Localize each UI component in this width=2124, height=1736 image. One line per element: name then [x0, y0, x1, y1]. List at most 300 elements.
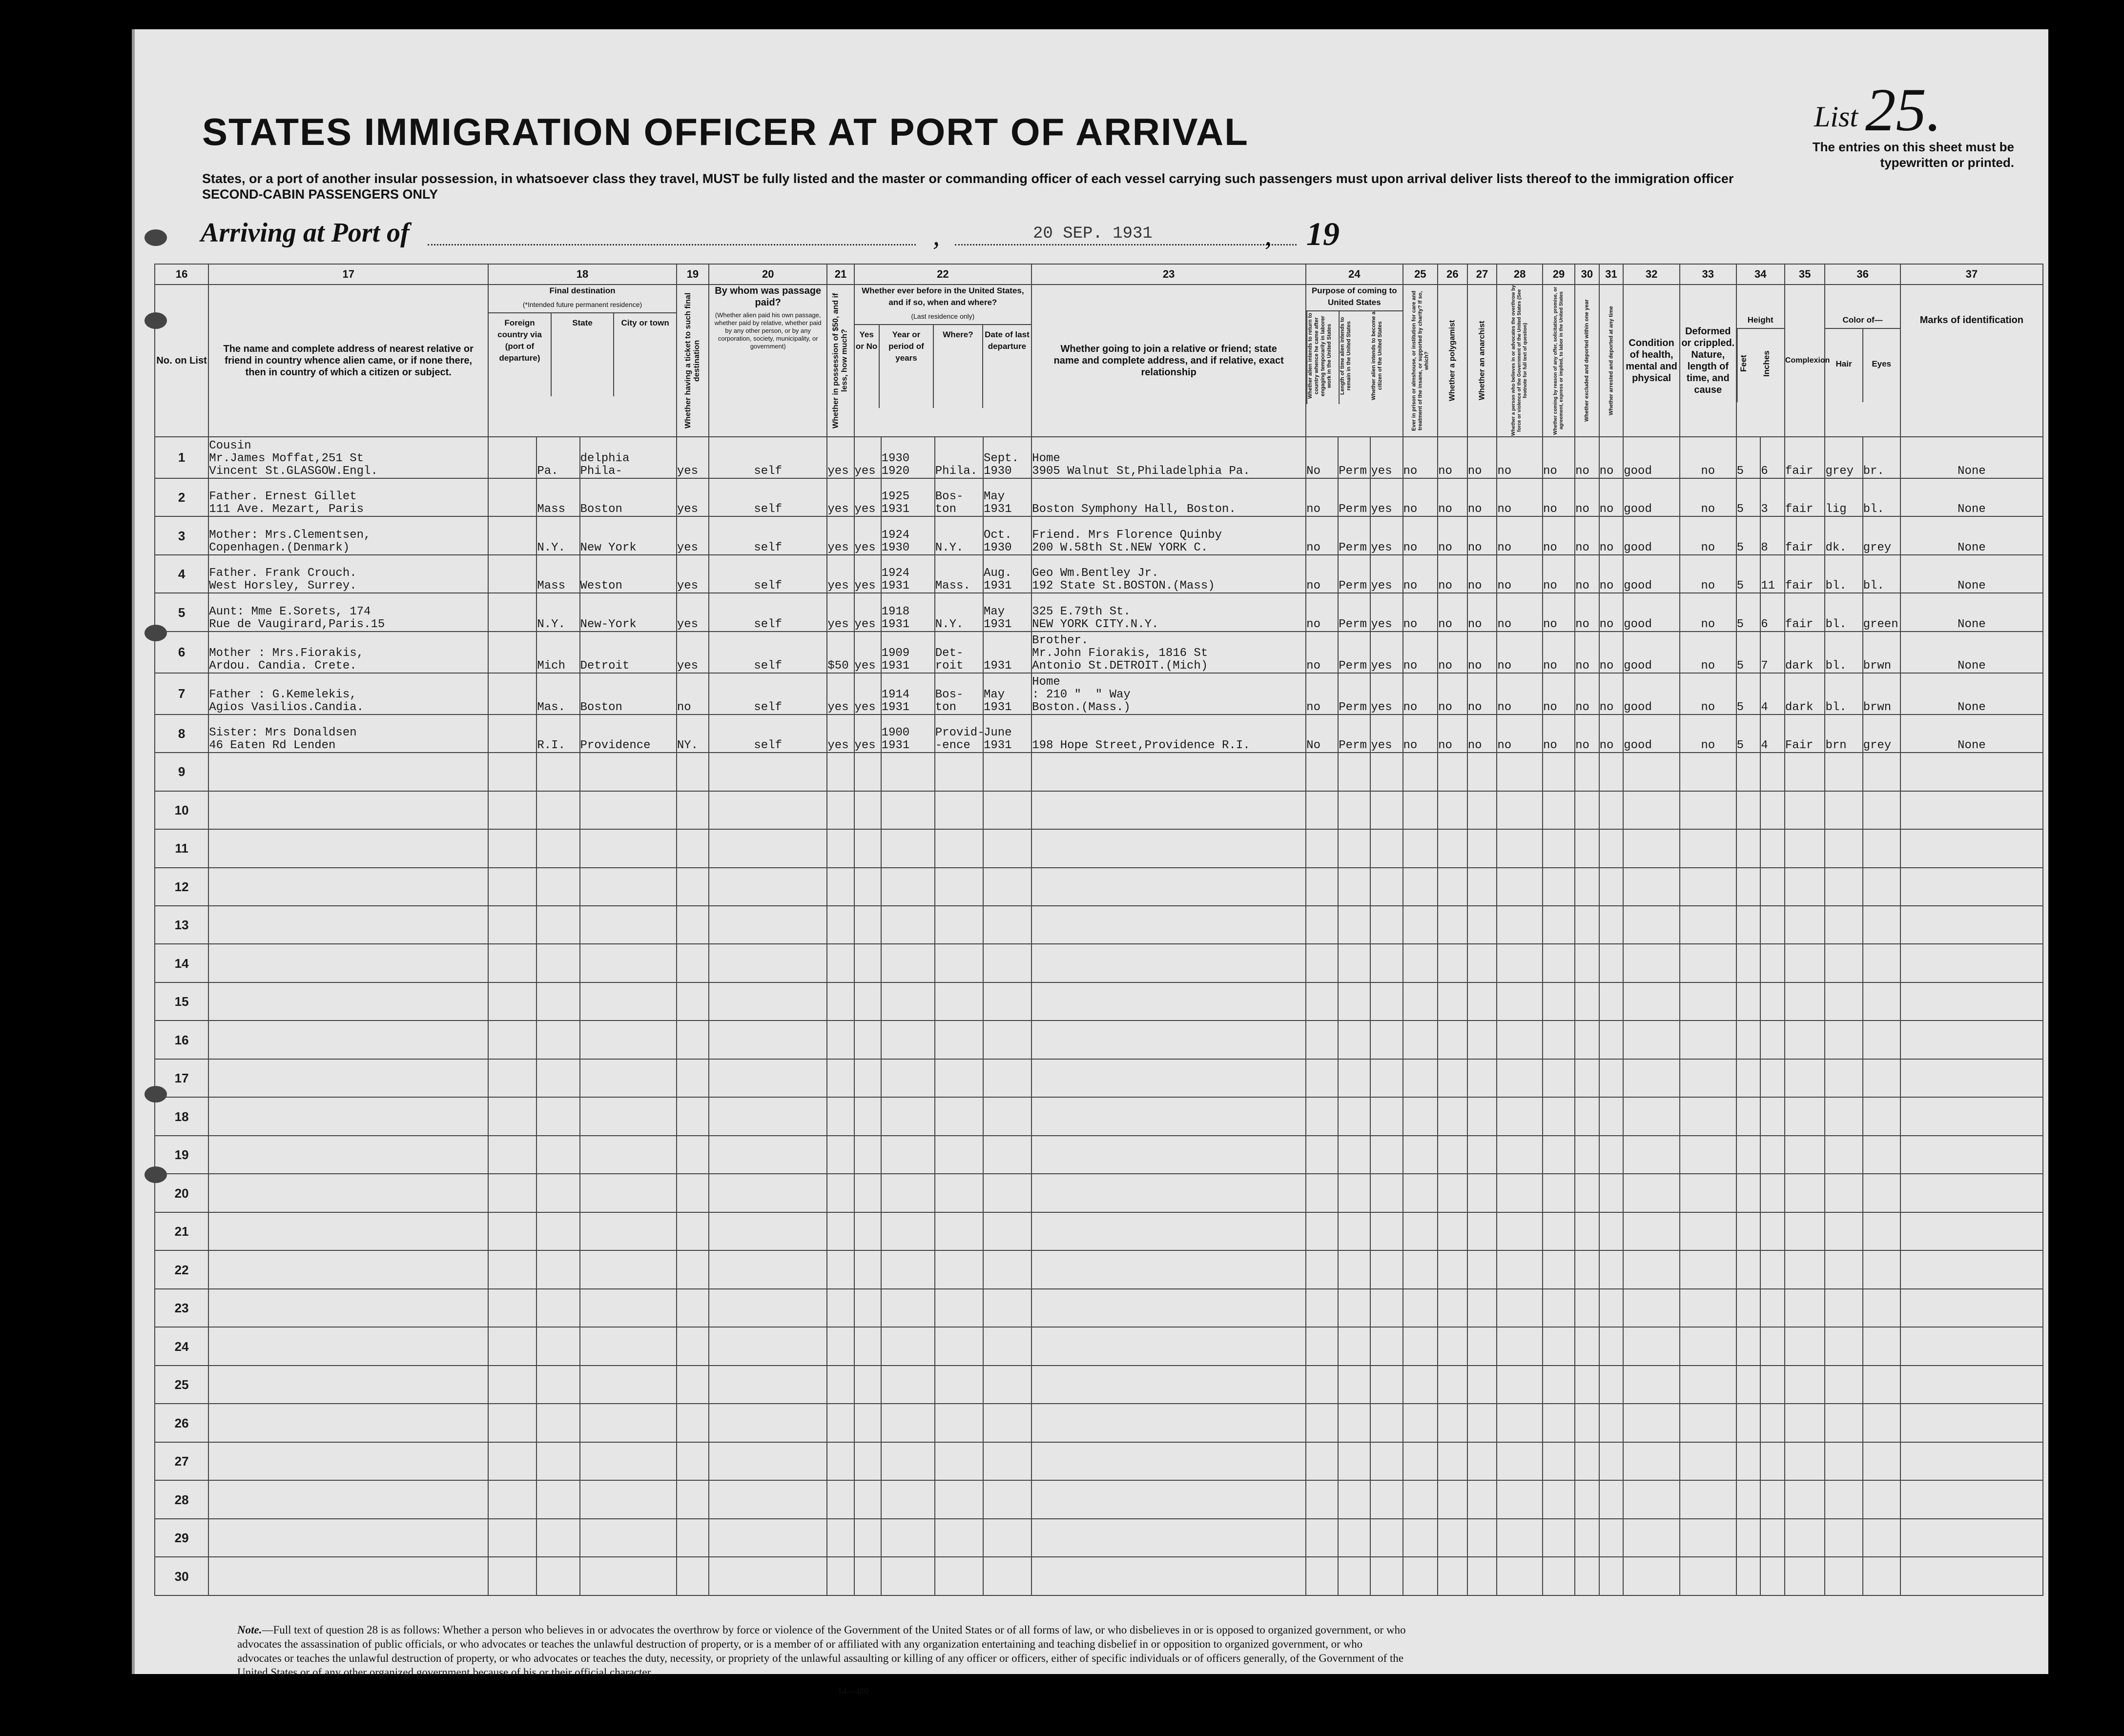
- cell-passage-paid: self: [709, 555, 827, 593]
- empty-cell: [1900, 791, 2043, 829]
- table-row-empty: [155, 1442, 2043, 1480]
- empty-cell: [1306, 1480, 1338, 1518]
- empty-cell: [1785, 1059, 1825, 1097]
- empty-cell: [1623, 753, 1680, 791]
- empty-cell: [1467, 1250, 1497, 1288]
- empty-cell: [1543, 1480, 1575, 1518]
- row-number: 21: [155, 1212, 208, 1250]
- cell-prison: no: [1403, 437, 1438, 478]
- empty-cell: [1306, 1366, 1338, 1404]
- empty-cell: [854, 1480, 881, 1518]
- empty-cell: [1863, 1136, 1900, 1174]
- empty-cell: [827, 1174, 854, 1212]
- cell-hair: bl.: [1825, 632, 1862, 673]
- empty-cell: [536, 791, 579, 829]
- empty-cell: [1785, 1250, 1825, 1288]
- empty-cell: [983, 1097, 1031, 1135]
- cell-money: yes: [827, 673, 854, 715]
- empty-cell: [1599, 982, 1624, 1021]
- table-row-empty: [155, 1327, 2043, 1365]
- empty-cell: [881, 1519, 935, 1557]
- empty-cell: [1863, 1519, 1900, 1557]
- header-prison: Ever in prison or almshouse, or institution for care and treatment of the insane, or supported by charity? If so, which?: [1403, 285, 1438, 437]
- empty-cell: [1403, 1480, 1438, 1518]
- empty-cell: [1760, 829, 1785, 867]
- empty-cell: [1467, 1136, 1497, 1174]
- empty-cell: [1599, 1442, 1624, 1480]
- empty-cell: [580, 1174, 677, 1212]
- cell-hair: bl.: [1825, 555, 1862, 593]
- empty-cell: [1623, 982, 1680, 1021]
- header-question-28: Whether a person who believes in or advocates the overthrow by force or violence of the Government of the United States (See footnote for full text of question): [1497, 285, 1543, 437]
- empty-cell: [208, 829, 488, 867]
- table-row: [155, 516, 2043, 554]
- empty-cell: [1306, 868, 1338, 906]
- empty-cell: [208, 1442, 488, 1480]
- cell-prison: no: [1403, 555, 1438, 593]
- cell-money: yes: [827, 593, 854, 631]
- cell-q29: no: [1543, 516, 1575, 554]
- empty-cell: [854, 1289, 881, 1327]
- cell-eyes: bl.: [1863, 555, 1900, 593]
- cell-intend-return: no: [1306, 555, 1338, 593]
- empty-cell: [1306, 1442, 1338, 1480]
- empty-cell: [1825, 1404, 1862, 1442]
- empty-cell: [1438, 791, 1467, 829]
- empty-cell: [1680, 1442, 1736, 1480]
- cell-money: yes: [827, 516, 854, 554]
- empty-cell: [1306, 1136, 1338, 1174]
- final-destination-title: Final destination: [549, 286, 616, 295]
- cell-prison: no: [1403, 478, 1438, 516]
- empty-cell: [488, 1097, 536, 1135]
- empty-cell: [1825, 753, 1862, 791]
- empty-cell: [935, 1097, 983, 1135]
- empty-cell: [854, 1174, 881, 1212]
- empty-cell: [1370, 1212, 1402, 1250]
- empty-cell: [1900, 1250, 2043, 1288]
- empty-cell: [1575, 1404, 1599, 1442]
- cell-q30: no: [1575, 673, 1599, 715]
- cell-citizen: yes: [1370, 715, 1402, 753]
- empty-cell: [1543, 1404, 1575, 1442]
- empty-cell: [1736, 1557, 1761, 1595]
- empty-cell: [1338, 1366, 1370, 1404]
- empty-cell: [1338, 1404, 1370, 1442]
- empty-cell: [1338, 1021, 1370, 1059]
- empty-cell: [881, 906, 935, 944]
- empty-cell: [1575, 1366, 1599, 1404]
- comma-1: ,: [933, 221, 940, 251]
- cell-foreign-country: [488, 715, 536, 753]
- empty-cell: [1623, 944, 1680, 982]
- empty-cell: [1438, 1021, 1467, 1059]
- empty-cell: [488, 1327, 536, 1365]
- empty-cell: [881, 791, 935, 829]
- empty-cell: [1863, 1289, 1900, 1327]
- empty-cell: [709, 1289, 827, 1327]
- purpose-title: Purpose of coming to United States: [1311, 286, 1397, 307]
- empty-cell: [677, 1327, 709, 1365]
- empty-cell: [1403, 1327, 1438, 1365]
- empty-cell: [827, 1250, 854, 1288]
- empty-cell: [1543, 791, 1575, 829]
- table-row-empty: [155, 1366, 2043, 1404]
- empty-cell: [1306, 944, 1338, 982]
- row-number: 13: [155, 906, 208, 944]
- column-number: 29: [1543, 264, 1575, 285]
- empty-cell: [677, 1174, 709, 1212]
- empty-cell: [1785, 1519, 1825, 1557]
- header-marks: Marks of identification: [1900, 285, 2043, 437]
- empty-cell: [208, 1097, 488, 1135]
- cell-departure: Oct. 1930: [983, 516, 1031, 554]
- empty-cell: [983, 1366, 1031, 1404]
- cell-relative: Aunt: Mme E.Sorets, 174 Rue de Vaugirard,Paris.15: [208, 593, 488, 631]
- cell-q31: no: [1599, 673, 1624, 715]
- empty-cell: [536, 868, 579, 906]
- empty-cell: [1031, 1021, 1306, 1059]
- header-subtitle: [202, 171, 1813, 202]
- empty-cell: [488, 1404, 536, 1442]
- purpose-subgrid: [1306, 310, 1402, 404]
- column-number: 30: [1575, 264, 1599, 285]
- cell-q29: no: [1543, 478, 1575, 516]
- empty-cell: [1338, 829, 1370, 867]
- empty-cell: [1438, 1136, 1467, 1174]
- empty-cell: [1306, 1557, 1338, 1595]
- empty-cell: [580, 1289, 677, 1327]
- cell-hair: bl.: [1825, 673, 1862, 715]
- empty-cell: [677, 1136, 709, 1174]
- empty-cell: [580, 1059, 677, 1097]
- empty-cell: [580, 1519, 677, 1557]
- empty-cell: [1900, 753, 2043, 791]
- cell-relative: Father. Ernest Gillet 111 Ave. Mezart, Paris: [208, 478, 488, 516]
- cell-marks: None: [1900, 478, 2043, 516]
- empty-cell: [208, 1404, 488, 1442]
- empty-cell: [1863, 1557, 1900, 1595]
- empty-cell: [1575, 1059, 1599, 1097]
- empty-cell: [1825, 982, 1862, 1021]
- empty-cell: [709, 1557, 827, 1595]
- empty-cell: [1403, 944, 1438, 982]
- empty-cell: [935, 753, 983, 791]
- cell-eyes: bl.: [1863, 478, 1900, 516]
- header-final-destination: [488, 285, 677, 437]
- empty-cell: [983, 1327, 1031, 1365]
- empty-cell: [1575, 982, 1599, 1021]
- empty-cell: [536, 982, 579, 1021]
- empty-cell: [1736, 1059, 1761, 1097]
- empty-cell: [1599, 1174, 1624, 1212]
- empty-cell: [1599, 1212, 1624, 1250]
- empty-cell: [1338, 1519, 1370, 1557]
- empty-cell: [1467, 1021, 1497, 1059]
- empty-cell: [1825, 1097, 1862, 1135]
- empty-cell: [983, 829, 1031, 867]
- header-eyes: Eyes: [1872, 359, 1892, 368]
- cell-polygamist: no: [1438, 555, 1467, 593]
- empty-cell: [1403, 1059, 1438, 1097]
- empty-cell: [208, 1327, 488, 1365]
- header-purpose-a: Whether alien intends to return to country whence he came after engaging temporarily in laborer work in the United States: [1306, 311, 1339, 404]
- empty-cell: [1680, 1519, 1736, 1557]
- empty-cell: [854, 1327, 881, 1365]
- empty-cell: [709, 1519, 827, 1557]
- cell-ever-before: yes: [854, 593, 881, 631]
- cell-ticket: yes: [677, 632, 709, 673]
- cell-where: N.Y.: [935, 593, 983, 631]
- empty-cell: [1438, 1250, 1467, 1288]
- empty-cell: [580, 791, 677, 829]
- empty-cell: [1863, 944, 1900, 982]
- empty-cell: [1863, 829, 1900, 867]
- empty-cell: [1760, 1557, 1785, 1595]
- empty-cell: [1623, 1289, 1680, 1327]
- empty-cell: [1438, 982, 1467, 1021]
- empty-cell: [983, 1480, 1031, 1518]
- table-row-empty: [155, 791, 2043, 829]
- empty-cell: [1543, 1289, 1575, 1327]
- empty-cell: [1543, 1212, 1575, 1250]
- empty-cell: [881, 1174, 935, 1212]
- empty-cell: [1543, 753, 1575, 791]
- cell-where: N.Y.: [935, 516, 983, 554]
- empty-cell: [1623, 1097, 1680, 1135]
- empty-cell: [1785, 944, 1825, 982]
- header-height: [1736, 285, 1785, 437]
- empty-cell: [488, 1289, 536, 1327]
- empty-cell: [1760, 753, 1785, 791]
- empty-cell: [827, 1212, 854, 1250]
- table-row-empty: [155, 1021, 2043, 1059]
- cell-complexion: dark: [1785, 632, 1825, 673]
- empty-cell: [1680, 829, 1736, 867]
- cell-feet: 5: [1736, 437, 1761, 478]
- empty-cell: [1825, 829, 1862, 867]
- empty-cell: [1575, 1174, 1599, 1212]
- cell-inches: 7: [1760, 632, 1785, 673]
- empty-cell: [580, 1442, 677, 1480]
- row-number: 4: [155, 555, 208, 593]
- empty-cell: [1680, 1174, 1736, 1212]
- empty-cell: [1760, 1480, 1785, 1518]
- empty-cell: [1338, 944, 1370, 982]
- empty-cell: [854, 1136, 881, 1174]
- empty-cell: [1031, 1327, 1306, 1365]
- header-polygamist: Whether a polygamist: [1438, 285, 1467, 437]
- cell-departure: Sept. 1930: [983, 437, 1031, 478]
- empty-cell: [1467, 1480, 1497, 1518]
- cell-anarchist: no: [1467, 516, 1497, 554]
- empty-cell: [827, 791, 854, 829]
- empty-cell: [935, 868, 983, 906]
- empty-cell: [536, 1250, 579, 1288]
- empty-cell: [580, 906, 677, 944]
- empty-cell: [488, 1059, 536, 1097]
- cell-polygamist: no: [1438, 478, 1467, 516]
- empty-cell: [1497, 1519, 1543, 1557]
- empty-cell: [1623, 791, 1680, 829]
- cell-ticket: yes: [677, 555, 709, 593]
- empty-cell: [935, 1480, 983, 1518]
- cell-q28: no: [1497, 632, 1543, 673]
- empty-cell: [1599, 906, 1624, 944]
- empty-cell: [881, 1136, 935, 1174]
- table-row-empty: [155, 1097, 2043, 1135]
- header-nearest-relative: The name and complete address of nearest relative or friend in country whence alien came, or if none there, then in country of which a citizen or subject.: [208, 285, 488, 437]
- empty-cell: [1306, 1519, 1338, 1557]
- empty-cell: [536, 1442, 579, 1480]
- empty-cell: [1736, 1404, 1761, 1442]
- cell-foreign-country: [488, 516, 536, 554]
- cell-city: Providence: [580, 715, 677, 753]
- empty-cell: [1599, 1289, 1624, 1327]
- date-stamp: 20 SEP. 1931: [1033, 225, 1153, 243]
- cell-departure: May 1931: [983, 673, 1031, 715]
- empty-cell: [935, 1174, 983, 1212]
- empty-cell: [1825, 868, 1862, 906]
- empty-cell: [208, 1480, 488, 1518]
- empty-cell: [1736, 829, 1761, 867]
- empty-cell: [983, 906, 1031, 944]
- empty-cell: [854, 1059, 881, 1097]
- empty-cell: [1543, 1327, 1575, 1365]
- cell-length-of-stay: Perm: [1338, 478, 1370, 516]
- empty-cell: [1900, 1021, 2043, 1059]
- empty-cell: [983, 868, 1031, 906]
- empty-cell: [1403, 829, 1438, 867]
- empty-cell: [1623, 1021, 1680, 1059]
- empty-cell: [1031, 1250, 1306, 1288]
- empty-cell: [854, 829, 881, 867]
- table-row: [155, 632, 2043, 673]
- cell-deformed: no: [1680, 437, 1736, 478]
- empty-cell: [1438, 1519, 1467, 1557]
- cell-prison: no: [1403, 632, 1438, 673]
- cell-marks: None: [1900, 593, 2043, 631]
- empty-cell: [1403, 1097, 1438, 1135]
- cell-state: R.I.: [536, 715, 579, 753]
- empty-cell: [208, 791, 488, 829]
- empty-cell: [488, 982, 536, 1021]
- row-number: 17: [155, 1059, 208, 1097]
- empty-cell: [1736, 1327, 1761, 1365]
- empty-cell: [1900, 1404, 2043, 1442]
- empty-cell: [677, 982, 709, 1021]
- height-subgrid: [1737, 328, 1784, 402]
- empty-cell: [580, 1404, 677, 1442]
- cell-relative: Sister: Mrs Donaldsen 46 Eaten Rd Lenden: [208, 715, 488, 753]
- cell-deformed: no: [1680, 673, 1736, 715]
- empty-cell: [1543, 982, 1575, 1021]
- empty-cell: [983, 1519, 1031, 1557]
- empty-cell: [709, 906, 827, 944]
- empty-cell: [1900, 1442, 2043, 1480]
- empty-cell: [536, 1212, 579, 1250]
- empty-cell: [1497, 906, 1543, 944]
- empty-cell: [1370, 1366, 1402, 1404]
- empty-cell: [827, 868, 854, 906]
- empty-cell: [1623, 868, 1680, 906]
- cell-q28: no: [1497, 516, 1543, 554]
- column-number: 20: [709, 264, 827, 285]
- empty-cell: [1306, 1289, 1338, 1327]
- row-number: 1: [155, 437, 208, 478]
- empty-cell: [881, 1442, 935, 1480]
- empty-cell: [1760, 1059, 1785, 1097]
- empty-cell: [1438, 1059, 1467, 1097]
- cell-q29: no: [1543, 555, 1575, 593]
- empty-cell: [1785, 753, 1825, 791]
- cell-prison: no: [1403, 516, 1438, 554]
- cell-anarchist: no: [1467, 673, 1497, 715]
- column-number: 25: [1403, 264, 1438, 285]
- cell-complexion: fair: [1785, 593, 1825, 631]
- row-number: 19: [155, 1136, 208, 1174]
- empty-cell: [1543, 829, 1575, 867]
- cell-passage-paid: self: [709, 516, 827, 554]
- cell-polygamist: no: [1438, 673, 1467, 715]
- empty-cell: [208, 944, 488, 982]
- empty-cell: [1825, 1021, 1862, 1059]
- empty-cell: [1306, 791, 1338, 829]
- header-date-departure: Date of last departure: [985, 330, 1030, 351]
- cell-foreign-country: [488, 593, 536, 631]
- empty-cell: [1825, 1136, 1862, 1174]
- empty-cell: [983, 1557, 1031, 1595]
- empty-cell: [1863, 1327, 1900, 1365]
- cell-marks: None: [1900, 632, 2043, 673]
- empty-cell: [1736, 868, 1761, 906]
- header-passage-paid: [709, 285, 827, 437]
- empty-cell: [677, 753, 709, 791]
- cell-feet: 5: [1736, 673, 1761, 715]
- cell-feet: 5: [1736, 715, 1761, 753]
- empty-cell: [1403, 753, 1438, 791]
- empty-cell: [1497, 1366, 1543, 1404]
- empty-cell: [881, 1557, 935, 1595]
- empty-cell: [1497, 944, 1543, 982]
- header-state: State: [552, 313, 615, 396]
- cell-length-of-stay: Perm: [1338, 555, 1370, 593]
- empty-cell: [1575, 1289, 1599, 1327]
- table-row-empty: [155, 906, 2043, 944]
- empty-cell: [1370, 1136, 1402, 1174]
- cell-years: 1930 1920: [881, 437, 935, 478]
- footnote-label: Note.: [237, 1624, 262, 1636]
- cell-ever-before: yes: [854, 673, 881, 715]
- header-joining: Whether going to join a relative or friend; state name and complete address, and if relative, exact relationship: [1031, 285, 1306, 437]
- empty-cell: [1736, 982, 1761, 1021]
- cell-foreign-country: [488, 478, 536, 516]
- cell-joining: Brother. Mr.John Fiorakis, 1816 St Antonio St.DETROIT.(Mich): [1031, 632, 1306, 673]
- empty-cell: [208, 1289, 488, 1327]
- empty-cell: [1599, 1404, 1624, 1442]
- cell-intend-return: No: [1306, 437, 1338, 478]
- empty-cell: [854, 753, 881, 791]
- empty-cell: [827, 1480, 854, 1518]
- column-number: 32: [1623, 264, 1680, 285]
- empty-cell: [1599, 1366, 1624, 1404]
- cell-inches: 6: [1760, 437, 1785, 478]
- empty-cell: [1680, 1557, 1736, 1595]
- header-year-period: Year or period of years: [880, 325, 934, 408]
- ever-before-subgrid: [855, 324, 1031, 408]
- cell-feet: 5: [1736, 593, 1761, 631]
- cell-q29: no: [1543, 593, 1575, 631]
